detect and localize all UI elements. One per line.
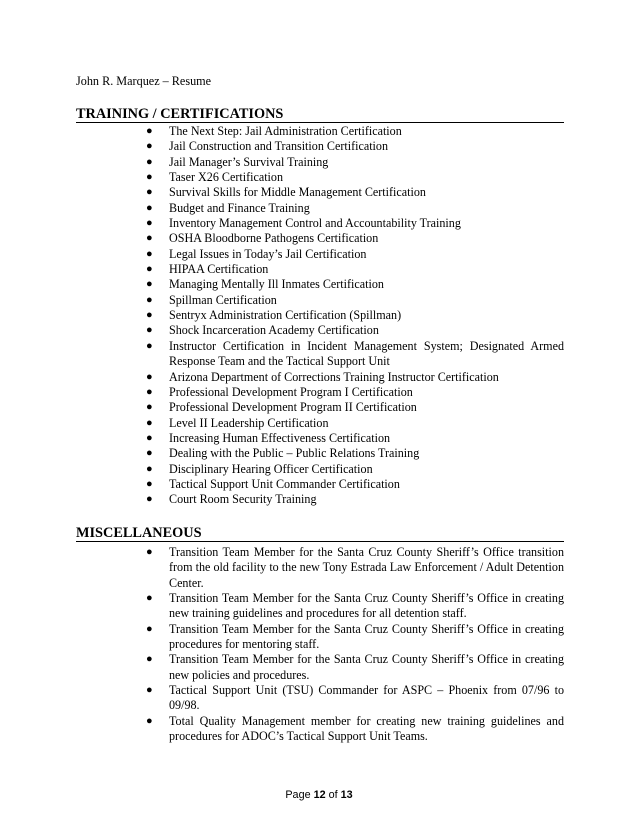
bullet-icon: ● — [146, 622, 153, 635]
bullet-icon: ● — [146, 447, 153, 460]
list-item: ● Instructor Certification in Incident Management System; Designated Armed Response Team and the Tactical Support Unit — [146, 338, 564, 369]
list-item: ● Jail Construction and Transition Certification — [146, 139, 389, 154]
list-item: ● Transition Team Member for the Santa Cruz County Sheriff’s Office in creating new policies and procedures. — [146, 652, 564, 682]
list-item: ● Professional Development Program II Certification — [146, 400, 417, 415]
bullet-icon: ● — [146, 401, 153, 414]
page-footer — [0, 789, 638, 801]
bullet-icon: ● — [146, 714, 153, 727]
miscellaneous-section-title: MISCELLANEOUS — [76, 525, 564, 542]
bullet-icon: ● — [146, 546, 153, 558]
of-label: of — [328, 789, 338, 801]
total-pages-number: 13 — [340, 789, 353, 801]
bullet-icon: ● — [146, 247, 153, 260]
list-item: ● Transition Team Member for the Santa Cruz County Sheriff’s Office transition from the old facility to the new Tony Estrada Law Enforcement / Adult Detention Center. — [146, 545, 564, 590]
list-item: ● Arizona Department of Corrections Training Instructor Certification — [146, 369, 499, 384]
bullet-icon: ● — [146, 217, 153, 230]
bullet-icon: ● — [146, 592, 153, 605]
list-item: ● Tactical Support Unit Commander Certification — [146, 476, 400, 491]
list-item: ● Jail Manager’s Survival Training — [146, 154, 329, 169]
list-item: ● Legal Issues in Today’s Jail Certification — [146, 246, 367, 261]
list-item: ● Shock Incarceration Academy Certification — [146, 323, 379, 338]
bullet-icon: ● — [146, 324, 153, 337]
bullet-icon: ● — [146, 462, 153, 475]
list-item: ● Transition Team Member for the Santa Cruz County Sheriff’s Office in creating new training guidelines and procedures for all detention staff. — [146, 591, 564, 621]
list-item: ● Sentryx Administration Certification (Spillman) — [146, 308, 402, 323]
list-item: ● Disciplinary Hearing Officer Certification — [146, 461, 373, 476]
list-item: ● Professional Development Program I Certification — [146, 384, 413, 399]
bullet-icon: ● — [146, 493, 153, 506]
training-list — [0, 124, 638, 508]
bullet-icon: ● — [146, 309, 153, 322]
list-item: ● Tactical Support Unit (TSU) Commander for ASPC – Phoenix from 07/96 to 09/98. — [146, 683, 564, 713]
list-item: ● Taser X26 Certification — [146, 170, 284, 185]
bullet-icon: ● — [146, 431, 153, 444]
list-item: ● Court Room Security Training — [146, 492, 317, 507]
bullet-icon: ● — [146, 125, 153, 137]
page-label: Page — [285, 789, 311, 801]
bullet-icon: ● — [146, 186, 153, 199]
list-item: ● OSHA Bloodborne Pathogens Certification — [146, 231, 379, 246]
bullet-icon: ● — [146, 293, 153, 306]
bullet-icon: ● — [146, 171, 153, 184]
list-item: ● Level II Leadership Certification — [146, 415, 329, 430]
list-item: ● Total Quality Management member for creating new training guidelines and procedures for ADOC’s Tactical Support Unit Teams. — [146, 713, 564, 744]
bullet-icon: ● — [146, 684, 153, 697]
list-item: ● Inventory Management Control and Accountability Training — [146, 216, 461, 231]
list-item: ● Managing Mentally Ill Inmates Certification — [146, 277, 384, 292]
bullet-icon: ● — [146, 477, 153, 490]
list-item: ● Increasing Human Effectiveness Certification — [146, 430, 391, 445]
list-item: ● The Next Step: Jail Administration Certification — [146, 124, 402, 138]
list-item: ● Spillman Certification — [146, 292, 277, 307]
list-item: ● Budget and Finance Training — [146, 200, 310, 215]
list-item: ● Survival Skills for Middle Management Certification — [146, 185, 426, 200]
bullet-icon: ● — [146, 653, 153, 666]
current-page-number: 12 — [313, 789, 326, 801]
bullet-icon: ● — [146, 232, 153, 245]
bullet-icon: ● — [146, 155, 153, 168]
list-item: ● HIPAA Certification — [146, 262, 269, 277]
bullet-icon: ● — [146, 201, 153, 214]
bullet-icon: ● — [146, 339, 153, 352]
miscellaneous-list — [0, 545, 638, 744]
bullet-icon: ● — [146, 370, 153, 383]
page-header: John R. Marquez – Resume — [76, 74, 212, 88]
list-item: ● Dealing with the Public – Public Relations Training — [146, 446, 420, 461]
bullet-icon: ● — [146, 263, 153, 276]
bullet-icon: ● — [146, 140, 153, 153]
training-section-title: TRAINING / CERTIFICATIONS — [76, 106, 564, 123]
bullet-icon: ● — [146, 278, 153, 291]
list-item: ● Transition Team Member for the Santa Cruz County Sheriff’s Office in creating procedures for mentoring staff. — [146, 621, 564, 652]
bullet-icon: ● — [146, 416, 153, 429]
bullet-icon: ● — [146, 385, 153, 398]
